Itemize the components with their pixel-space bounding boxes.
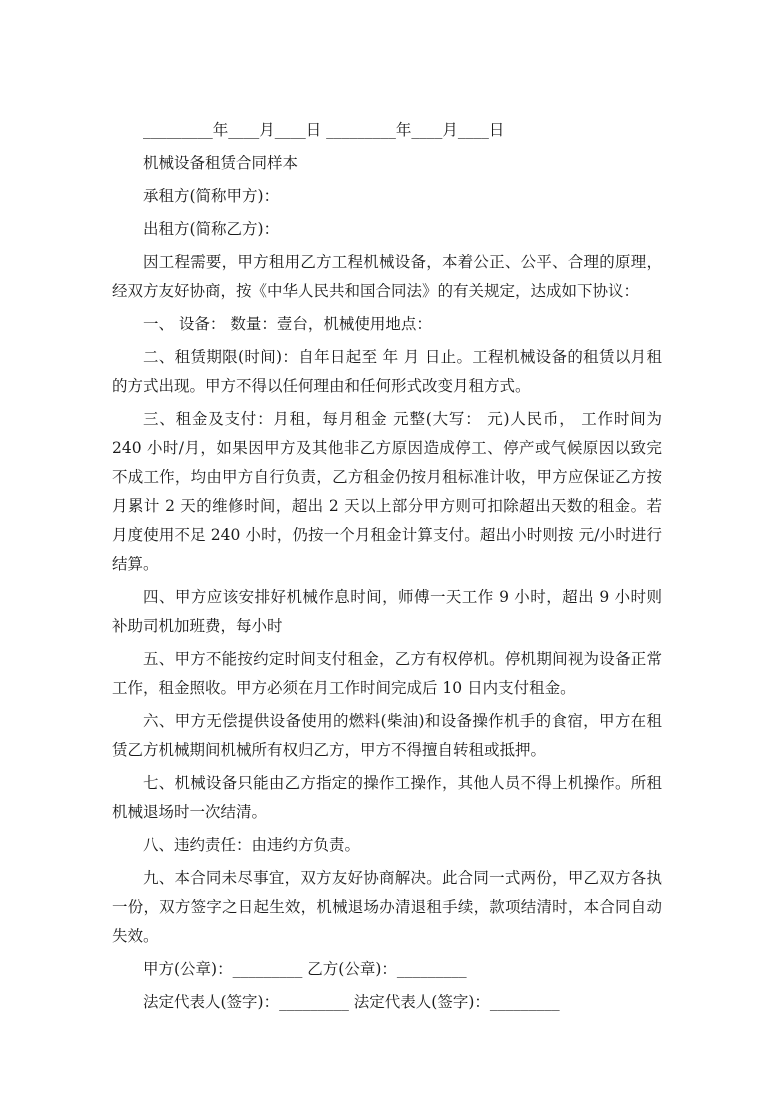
clause-4: 四、甲方应该安排好机械作息时间，师傅一天工作 9 小时，超出 9 小时则补助司机加班费，每小时	[112, 588, 662, 635]
lessor-line: 出租方(简称乙方)：	[143, 220, 280, 238]
lessee-line: 承租方(简称甲方)：	[143, 187, 280, 205]
document-title: 机械设备租赁合同样本	[143, 154, 299, 172]
seal-line: 甲方(公章)：_________ 乙方(公章)：_________	[143, 960, 467, 978]
date-line: _________年____月____日 _________年____月____日	[143, 121, 505, 139]
clause-5: 五、甲方不能按约定时间支付租金，乙方有权停机。停机期间视为设备正常工作，租金照收。甲方必须在月工作时间完成后 10 日内支付租金。	[112, 650, 662, 697]
clause-3: 三、租金及支付：月租，每月租金 元整(大写： 元)人民币， 工作时间为 240 小时/月，如果因甲方及其他非乙方原因造成停工、停产或气候原因以致完不成工作，均由甲方自行负责，乙方租金仍按月租标准计收，甲方应保证乙方按月累计 2 天的维修时间，超出 2 天以上部分甲方则可扣除超出天数的租金。若月度使用不足 240 小时，仍按一个月租金计算支付。超出小时则按 元/小时进行结算。	[112, 410, 662, 573]
clause-6: 六、甲方无偿提供设备使用的燃料(柴油)和设备操作机手的食宿，甲方在租赁乙方机械期间机械所有权归乙方，甲方不得擅自转租或抵押。	[112, 712, 662, 759]
clause-8: 八、违约责任：由违约方负责。	[143, 836, 361, 854]
signature-line: 法定代表人(签字)：_________ 法定代表人(签字)：_________	[143, 993, 560, 1011]
clause-9: 九、本合同未尽事宜，双方友好协商解决。此合同一式两份，甲乙双方各执一份，双方签字之日起生效，机械退场办清退租手续，款项结清时，本合同自动失效。	[112, 869, 662, 945]
contract-page	[112, 116, 662, 1017]
clause-2: 二、租赁期限(时间)：自年日起至 年 月 日止。工程机械设备的租赁以月租的方式出现。甲方不得以任何理由和任何形式改变月租方式。	[112, 348, 662, 395]
clause-7: 七、机械设备只能由乙方指定的操作工操作，其他人员不得上机操作。所租机械退场时一次结清。	[112, 774, 662, 821]
intro-paragraph: 因工程需要，甲方租用乙方工程机械设备，本着公正、公平、合理的原理，经双方友好协商，按《中华人民共和国合同法》的有关规定，达成如下协议：	[112, 253, 662, 300]
clause-1: 一、 设备： 数量：壹台，机械使用地点：	[143, 315, 432, 333]
